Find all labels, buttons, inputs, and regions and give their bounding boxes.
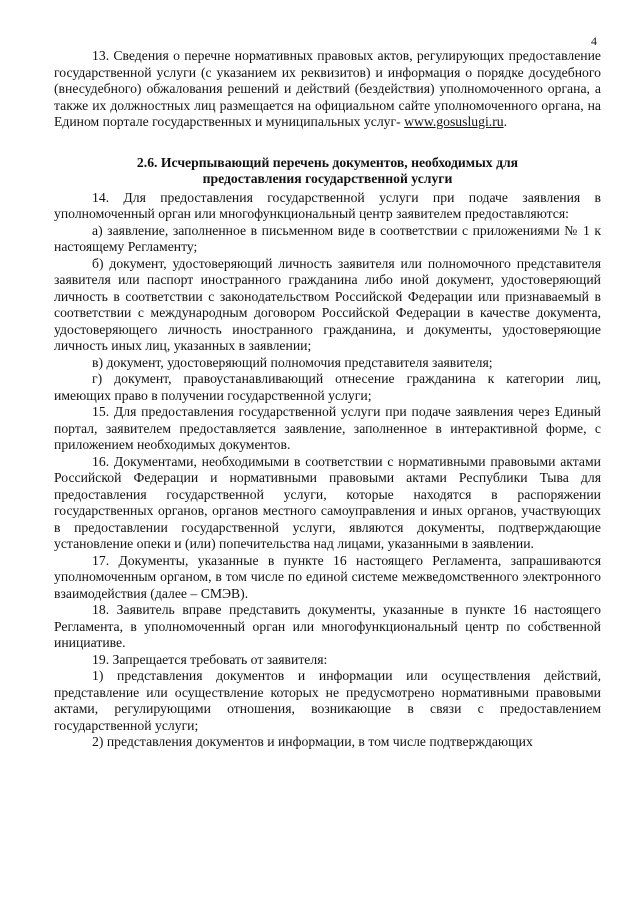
paragraph-item-19-1: 1) представления документов и информации или осуществления действий, представление или осуществление которых не предусмотрено нормативными правовыми актами, регулирующими отношения, возникающие в связи с предоставлением государственной услуги; xyxy=(54,668,601,733)
paragraph-item-14g: г) документ, правоустанавливающий отнесение гражданина к категории лиц, имеющих право в получении государственной услуги; xyxy=(54,371,601,403)
paragraph-item-14b: б) документ, удостоверяющий личность заявителя или полномочного представителя заявителя или паспорт иностранного гражданина либо иной документ, удостоверяющий личность в соответствии с законодательством Российской Федерации или признаваемый в соответствии с международным договором Российской Федерации в качестве документа, удостоверяющего личность иностранного гражданина, и документы, удостоверяющие личность иных лиц, указанных в заявлении; xyxy=(54,255,601,353)
document-body xyxy=(54,48,601,751)
item-13-text: 13. Сведения о перечне нормативных правовых актов, регулирующих предоставление государственной услуги (с указанием их реквизитов) и информация о порядке досудебного (внесудебного) обжалования решений и действий (бездействия) уполномоченного органа, а также их должностных лиц размещается на официальном сайте уполномоченного органа, на Едином портале государственных и муниципальных услуг- xyxy=(54,48,601,129)
paragraph-item-19: 19. Запрещается требовать от заявителя: xyxy=(92,651,328,667)
paragraph-item-14a: а) заявление, заполненное в письменном виде в соответствии с приложениями № 1 к настоящему Регламенту; xyxy=(54,222,601,254)
paragraph-item-14v: в) документ, удостоверяющий полномочия представителя заявителя; xyxy=(92,354,493,370)
section-heading-line2: предоставления государственной услуги xyxy=(202,171,453,186)
section-heading xyxy=(54,155,601,188)
paragraph-item-17: 17. Документы, указанные в пункте 16 настоящего Регламента, запрашиваются уполномоченным органом, в том числе по единой системе межведомственного электронного взаимодействия (далее – СМЭВ). xyxy=(54,552,601,601)
paragraph-item-19-2: 2) представления документов и информации, в том числе подтверждающих xyxy=(92,734,533,749)
paragraph-item-16: 16. Документами, необходимыми в соответствии с нормативными правовыми актами Российской Федерации и нормативными правовыми актами Республики Тыва для предоставления государственной услуги, которые находятся в распоряжении государственных органов, органов местного самоуправления и иных органов, участвующих в предоставлении государственной услуги, являются документы, подтверждающие установление опеки и (или) попечительства над лицами, указанными в заявлении. xyxy=(54,453,601,551)
item-13-end: . xyxy=(503,114,508,129)
paragraph-item-13 xyxy=(54,48,601,131)
paragraph-item-14: 14. Для предоставления государственной услуги при подаче заявления в уполномоченный орган или многофункциональный центр заявителем предоставляются: xyxy=(54,189,601,221)
section-heading-line1: 2.6. Исчерпывающий перечень документов, необходимых для xyxy=(136,154,519,170)
paragraph-item-15: 15. Для предоставления государственной услуги при подаче заявления через Единый портал, заявителем предоставляется заявление, заполненное в интерактивной форме, с приложением необходимых документов. xyxy=(54,404,601,452)
paragraph-item-18: 18. Заявитель вправе представить документы, указанные в пункте 16 настоящего Регламента, в уполномоченный орган или многофункциональный центр по собственной инициативе. xyxy=(54,602,601,650)
gosuslugi-link[interactable]: www.gosuslugi.ru xyxy=(404,114,504,129)
page-number: 4 xyxy=(591,34,597,48)
